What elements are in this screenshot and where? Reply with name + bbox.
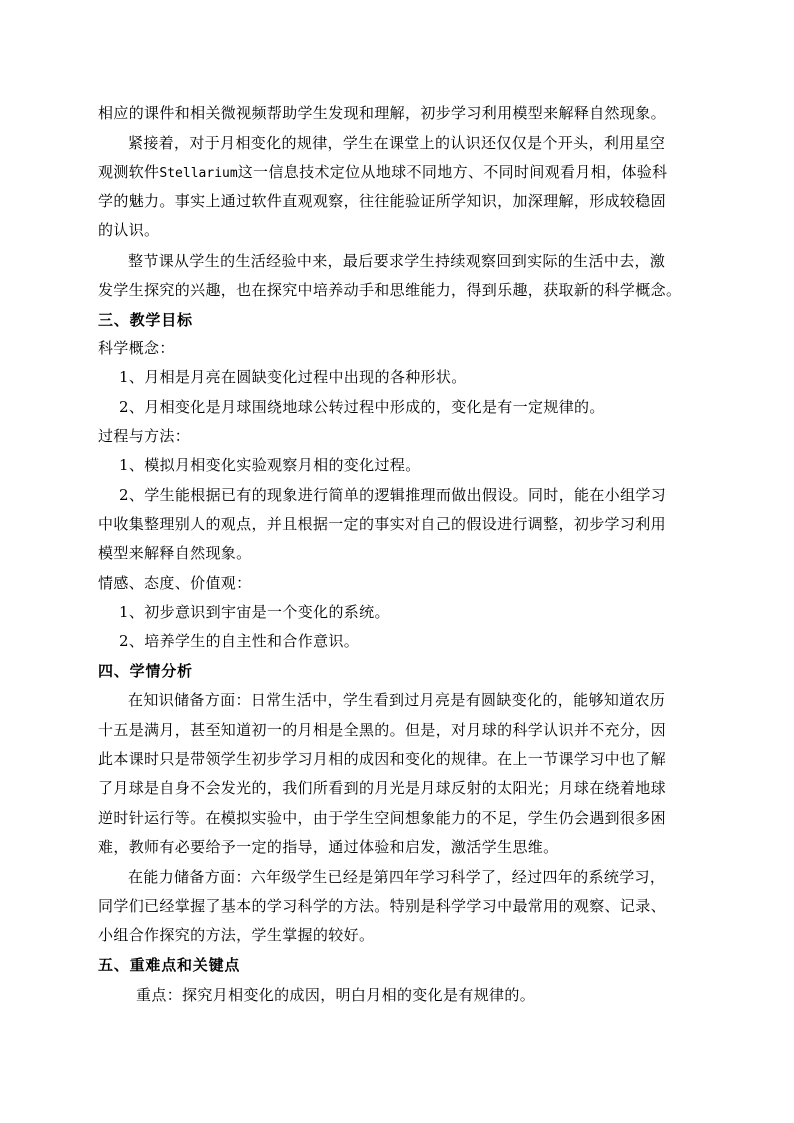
intro-paragraph-1-line-1: 相应的课件和相关微视频帮助学生发现和理解，初步学习利用模型来解释自然现象。 (98, 104, 666, 122)
knowledge-paragraph-line-2: 十五是满月，甚至知道初一的月相是全黑的。但是，对月球的科学认识并不充分，因 (98, 721, 666, 739)
process-item-2-line-1: 2、学生能根据已有的现象进行简单的逻辑推理而做出假设。同时，能在小组学习 (119, 486, 667, 504)
knowledge-paragraph-line-5: 逆时针运行等。在模拟实验中，由于学生空间想象能力的不足，学生仍会遇到很多困 (98, 809, 666, 827)
knowledge-paragraph-line-1: 在知识储备方面：日常生活中，学生看到过月亮是有圆缺变化的，能够知道农历 (128, 691, 666, 709)
concept-item-1: 1、月相是月亮在圆缺变化过程中出现的各种形状。 (119, 368, 467, 386)
intro-paragraph-2-line-4: 的认识。 (98, 221, 160, 239)
process-item-2-line-2: 中收集整理别人的观点，并且根据一定的事实对自己的假设进行调整，初步学习利用 (98, 515, 666, 533)
intro-paragraph-2-line-2-end: 这一信息技术定位从地球不同地方、不同时间观看月相，体验科 (237, 163, 668, 181)
process-methods-label: 过程与方法： (98, 427, 191, 445)
process-item-2-line-3: 模型来解释自然现象。 (98, 544, 252, 562)
concept-item-2: 2、月相变化是月球围绕地球公转过程中形成的，变化是有一定规律的。 (119, 398, 605, 416)
ability-paragraph-line-1: 在能力储备方面：六年级学生已经是第四年学习科学了，经过四年的系统学习， (128, 868, 666, 886)
key-point-line: 重点：探究月相变化的成因，明白月相的变化是有规律的。 (136, 986, 536, 1004)
knowledge-paragraph-line-6: 难，教师有必要给予一定的指导，通过体验和启发，激活学生思维。 (98, 838, 559, 856)
attitude-values-label: 情感、态度、价值观： (98, 574, 252, 592)
section-4-heading: 四、学情分析 (98, 662, 193, 680)
intro-paragraph-2-line-3: 学的魅力。事实上通过软件直观观察，往往能验证所学知识，加深理解，形成较稳固 (98, 192, 666, 210)
section-3-heading: 三、教学目标 (98, 311, 193, 329)
intro-paragraph-2-line-2 (98, 162, 698, 184)
software-name: Stellarium (159, 166, 238, 181)
section-5-heading: 五、重难点和关键点 (98, 956, 241, 974)
attitude-item-1: 1、初步意识到宇宙是一个变化的系统。 (119, 603, 390, 621)
process-item-1: 1、模拟月相变化实验观察月相的变化过程。 (119, 456, 421, 474)
attitude-item-2: 2、培养学生的自主性和合作意识。 (119, 632, 360, 650)
knowledge-paragraph-line-3: 此本课时只是带领学生初步学习月相的成因和变化的规律。在上一节课学习中也了解 (98, 750, 666, 768)
knowledge-paragraph-line-4: 了月球是自身不会发光的，我们所看到的月光是月球反射的太阳光；月球在绕着地球 (98, 779, 666, 797)
intro-paragraph-2-line-1: 紧接着，对于月相变化的规律，学生在课堂上的认识还仅仅是个开头，利用星空 (128, 134, 666, 152)
intro-paragraph-2-line-2-start: 观测软件 (98, 163, 160, 181)
intro-paragraph-3-line-1: 整节课从学生的生活经验中来，最后要求学生持续观察回到实际的生活中去，激 (128, 252, 666, 270)
intro-paragraph-3-line-2: 发学生探究的兴趣，也在探究中培养动手和思维能力，得到乐趣，获取新的科学概念。 (98, 281, 682, 299)
ability-paragraph-line-3: 小组合作探究的方法，学生掌握的较好。 (98, 926, 375, 944)
science-concepts-label: 科学概念： (98, 339, 175, 357)
ability-paragraph-line-2: 同学们已经掌握了基本的学习科学的方法。特别是科学学习中最常用的观察、记录、 (98, 897, 666, 915)
